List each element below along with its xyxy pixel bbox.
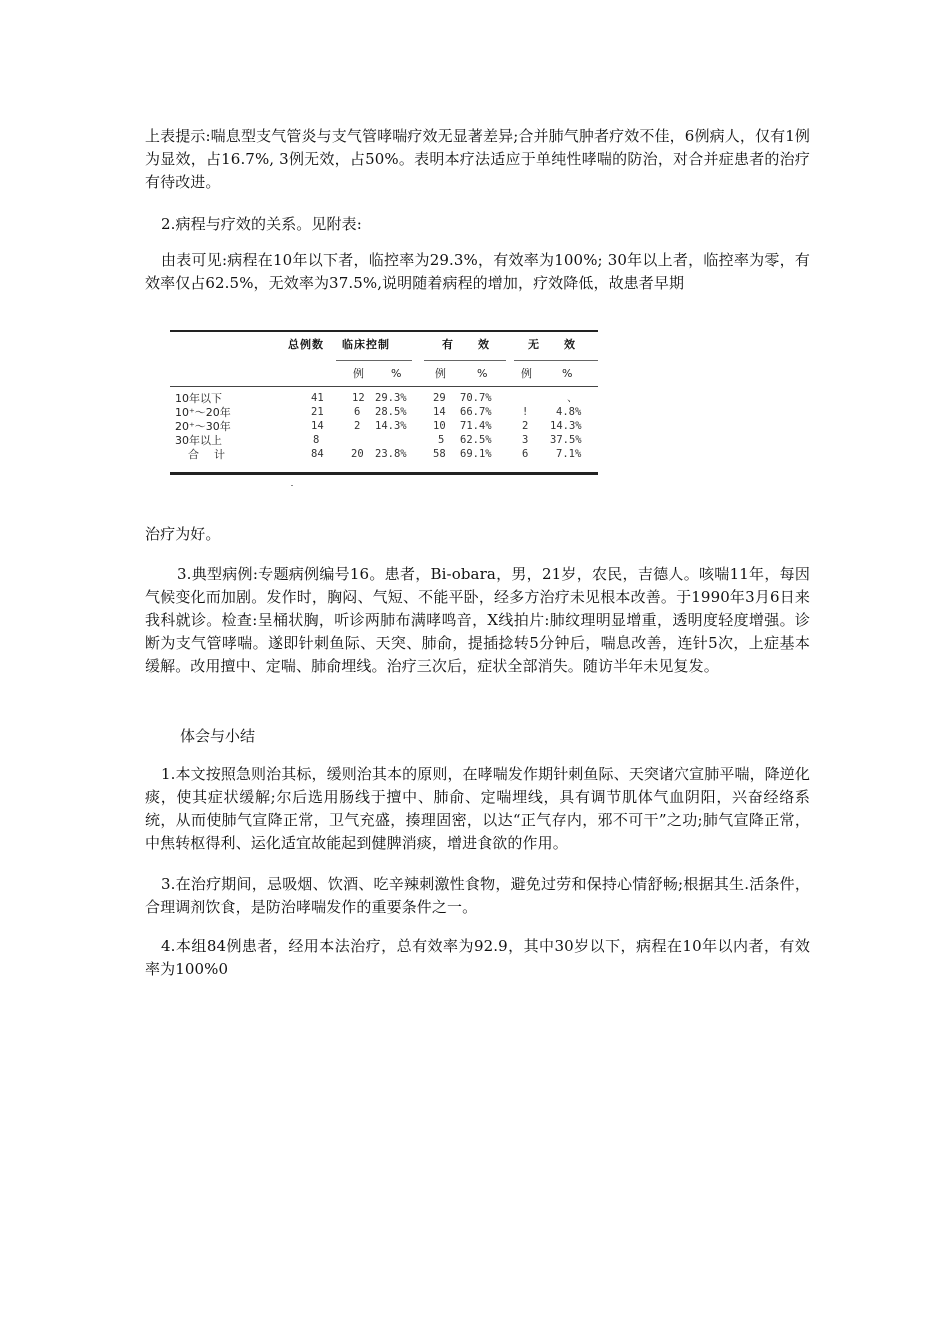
cell-effective-count: 58 bbox=[433, 448, 446, 460]
cell-ineffective-count: 6 bbox=[522, 448, 529, 460]
row-label: 20⁺～30年 bbox=[175, 420, 231, 433]
subheader-effective-percent: % bbox=[477, 367, 488, 380]
cell-effective-percent: 62.5% bbox=[460, 434, 492, 446]
subheader-control-percent: % bbox=[391, 367, 402, 380]
section-heading-summary: 体会与小结 bbox=[180, 727, 256, 745]
table-top-rule bbox=[170, 330, 598, 332]
cell-control-percent: 23.8% bbox=[375, 448, 407, 460]
cell-effective-count: 29 bbox=[433, 392, 446, 404]
cell-ineffective-percent: 4.8% bbox=[556, 406, 582, 418]
cell-control-count: 12 bbox=[352, 392, 365, 404]
cell-effective-count: 10 bbox=[433, 420, 446, 432]
header-total: 总例数 bbox=[288, 338, 324, 351]
cell-control-count: 20 bbox=[351, 448, 364, 460]
cell-ineffective-count: 2 bbox=[522, 420, 529, 432]
row-label: 10年以下 bbox=[175, 392, 222, 405]
cell-ineffective-percent: 14.3% bbox=[550, 420, 582, 432]
paragraph-table-summary: 上表提示:喘息型支气管炎与支气管哮喘疗效无显著差异;合并肺气肿者疗效不佳，6例病人，仅有1例为显效，占16.7%, 3例无效，占50%。表明本疗法适应于单纯性哮喘的防治，对合并症患者的治疗有待改进。 bbox=[145, 127, 810, 191]
cell-effective-percent: 69.1% bbox=[460, 448, 492, 460]
cell-ineffective-percent: 7.1% bbox=[556, 448, 582, 460]
cell-total: 14 bbox=[311, 420, 324, 432]
cell-total: 8 bbox=[313, 434, 320, 446]
row-label: 30年以上 bbox=[175, 434, 222, 447]
paragraph-summary-1: 1.本文按照急则治其标，缓则治其本的原则，在哮喘发作期针刺鱼际、天突诸穴宣肺平喘，降逆化痰，使其症状缓解;尔后选用肠线于擅中、肺俞、定喘埋线，具有调节肌体气血阴阳，兴奋经络系统，从而使肺气宣降正常，卫气充盛，揍理固密，以达“正气存内，邪不可干”之功;肺气宣降正常，中焦转枢得利、运化适宜故能起到健脾消痰，增进食欲的作用。 bbox=[145, 765, 810, 852]
cell-control-percent: 29.3% bbox=[375, 392, 407, 404]
header-effective: 有 效 bbox=[442, 338, 490, 351]
subheader-control-count: 例 bbox=[353, 367, 364, 380]
cell-effective-percent: 71.4% bbox=[460, 420, 492, 432]
paragraph-summary-3: 3.在治疗期间，忌吸烟、饮酒、吃辛辣刺激性食物，避免过劳和保持心情舒畅;根据其生.活条件，合理调剂饮食，是防治哮喘发作的重要条件之一。 bbox=[145, 875, 810, 916]
cell-effective-percent: 66.7% bbox=[460, 406, 492, 418]
header-ineffective: 无 效 bbox=[528, 338, 576, 351]
cell-total: 21 bbox=[311, 406, 324, 418]
paragraph-duration-heading: 2.病程与疗效的关系。见附表: bbox=[161, 215, 362, 233]
cell-effective-count: 14 bbox=[433, 406, 446, 418]
cell-ineffective-percent: 、 bbox=[567, 392, 578, 404]
cell-total: 84 bbox=[311, 448, 324, 460]
scan-speck bbox=[291, 485, 293, 486]
cell-ineffective-count: 3 bbox=[522, 434, 529, 446]
paragraph-summary-4: 4.本组84例患者，经用本法治疗，总有效率为92.9，其中30岁以下，病程在10年以内者，有效率为100%0 bbox=[145, 937, 810, 978]
paragraph-duration-analysis: 由表可见:病程在10年以下者，临控率为29.3%，有效率为100%; 30年以上者，临控率为零，有效率仅占62.5%，无效率为37.5%,说明随着病程的增加，疗效降低，故患者早期 bbox=[145, 251, 810, 292]
cell-total: 41 bbox=[311, 392, 324, 404]
header-control: 临床控制 bbox=[342, 338, 390, 351]
table-bottom-rule bbox=[170, 472, 598, 475]
course-efficacy-table bbox=[170, 328, 598, 475]
table-subrule-ineffective bbox=[514, 360, 598, 361]
table-subrule-control bbox=[336, 360, 412, 361]
subheader-ineffective-percent: % bbox=[562, 367, 573, 380]
paragraph-early-treatment: 治疗为好。 bbox=[145, 525, 221, 543]
table-header-rule bbox=[170, 386, 598, 387]
cell-control-count: 2 bbox=[354, 420, 361, 432]
row-label: 10⁺～20年 bbox=[175, 406, 231, 419]
cell-ineffective-count: ! bbox=[522, 406, 529, 418]
cell-effective-percent: 70.7% bbox=[460, 392, 492, 404]
cell-control-count: 6 bbox=[354, 406, 361, 418]
cell-control-percent: 14.3% bbox=[375, 420, 407, 432]
row-label-total: 合 计 bbox=[188, 448, 227, 461]
paragraph-typical-case: 3.典型病例:专题病例编号16。患者，Bi-obara，男，21岁，农民，吉德人。咳喘11年，每因气候变化而加剧。发作时，胸闷、气短、不能平卧，经多方治疗未见根本改善。于1990年3月6日来我科就诊。检查:呈桶状胸，听诊两肺布满哮鸣音，X线拍片:肺纹理明显增重，透明度轻度增强。诊断为支气管哮喘。遂即针刺鱼际、天突、肺俞，提插捻转5分钟后，喘息改善，连针5次，上症基本缓解。改用擅中、定喘、肺俞埋线。治疗三次后，症状全部消失。随访半年未见复发。 bbox=[145, 565, 810, 675]
cell-ineffective-percent: 37.5% bbox=[550, 434, 582, 446]
subheader-effective-count: 例 bbox=[435, 367, 446, 380]
cell-control-percent: 28.5% bbox=[375, 406, 407, 418]
cell-effective-count: 5 bbox=[438, 434, 445, 446]
subheader-ineffective-count: 例 bbox=[521, 367, 532, 380]
table-subrule-effective bbox=[424, 360, 506, 361]
